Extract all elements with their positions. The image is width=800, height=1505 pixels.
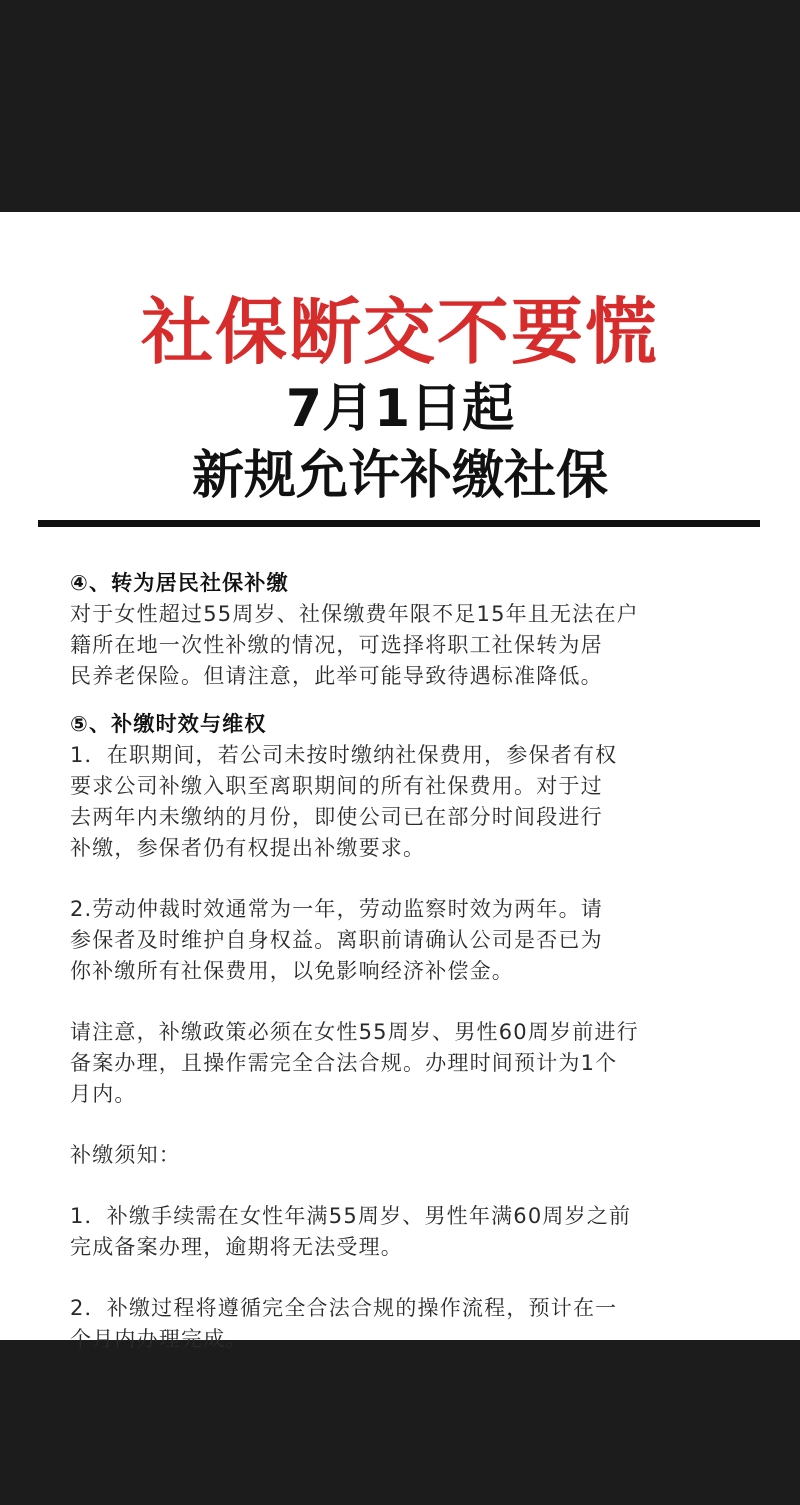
section-5-p1-line: 1．在职期间，若公司未按时缴纳社保费用，参保者有权: [70, 743, 618, 767]
notice-1-line: 完成备案办理，逾期将无法受理。: [70, 1235, 403, 1259]
section-5-p1-line: 要求公司补缴入职至离职期间的所有社保费用。对于过: [70, 774, 603, 798]
subtitle-policy: 新规允许补缴社保: [191, 446, 608, 506]
section-5-p1-line: 去两年内未缴纳的月份，即使公司已在部分时间段进行: [70, 805, 603, 829]
section-4-line: 对于女性超过55周岁、社保缴费年限不足15年且无法在户: [70, 602, 639, 626]
section-4-line: 民养老保险。但请注意，此举可能导致待遇标准降低。: [70, 664, 603, 688]
section-5-p2-line: 参保者及时维护自身权益。离职前请确认公司是否已为: [70, 928, 603, 952]
article-body: [70, 568, 750, 1355]
notice-2-line: 2．补缴过程将遵循完全合法合规的操作流程，预计在一: [70, 1296, 618, 1320]
subtitle-date: 7月1日起: [285, 379, 515, 439]
section-4-line: 籍所在地一次性补缴的情况，可选择将职工社保转为居: [70, 633, 603, 657]
note-line: 月内。: [70, 1082, 137, 1106]
notice-2-line: 个月内办理完成。: [70, 1327, 248, 1351]
note-line: 请注意，补缴政策必须在女性55周岁、男性60周岁前进行: [70, 1020, 639, 1044]
section-5-p1-line: 补缴，参保者仍有权提出补缴要求。: [70, 836, 426, 860]
section-5-heading: ⑤、补缴时效与维权: [70, 712, 267, 736]
section-5-p2-line: 你补缴所有社保费用，以免影响经济补偿金。: [70, 959, 514, 983]
main-title: 社保断交不要慌: [140, 290, 659, 374]
note-line: 备案办理，且操作需完全合法合规。办理时间预计为1个: [70, 1051, 618, 1075]
notice-heading: 补缴须知：: [70, 1143, 181, 1167]
divider: [38, 520, 760, 527]
notice-1-line: 1．补缴手续需在女性年满55周岁、男性年满60周岁之前: [70, 1204, 632, 1228]
document-page: [0, 212, 800, 1351]
section-5-p2-line: 2.劳动仲裁时效通常为一年，劳动监察时效为两年。请: [70, 897, 604, 921]
section-4-heading: ④、转为居民社保补缴: [70, 571, 289, 595]
